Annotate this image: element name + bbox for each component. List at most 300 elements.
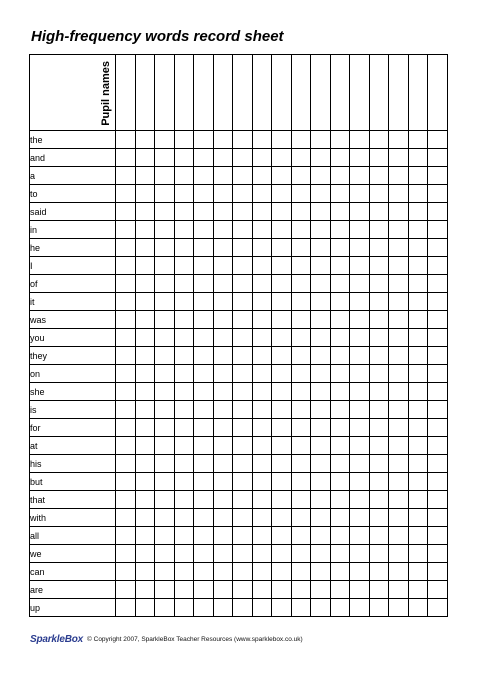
record-cell[interactable] <box>350 419 370 437</box>
record-cell[interactable] <box>350 365 370 383</box>
record-cell[interactable] <box>408 329 428 347</box>
record-cell[interactable] <box>252 545 272 563</box>
record-cell[interactable] <box>330 257 350 275</box>
record-cell[interactable] <box>194 419 214 437</box>
record-cell[interactable] <box>408 473 428 491</box>
record-cell[interactable] <box>116 293 136 311</box>
record-cell[interactable] <box>350 329 370 347</box>
record-cell[interactable] <box>174 311 194 329</box>
record-cell[interactable] <box>213 239 233 257</box>
record-cell[interactable] <box>330 527 350 545</box>
record-cell[interactable] <box>213 473 233 491</box>
record-cell[interactable] <box>155 203 175 221</box>
record-cell[interactable] <box>252 131 272 149</box>
record-cell[interactable] <box>116 275 136 293</box>
record-cell[interactable] <box>135 383 155 401</box>
record-cell[interactable] <box>291 563 311 581</box>
record-cell[interactable] <box>116 509 136 527</box>
record-cell[interactable] <box>135 221 155 239</box>
record-cell[interactable] <box>233 293 253 311</box>
record-cell[interactable] <box>291 509 311 527</box>
record-cell[interactable] <box>155 293 175 311</box>
record-cell[interactable] <box>116 365 136 383</box>
record-cell[interactable] <box>330 275 350 293</box>
pupil-name-cell[interactable] <box>194 55 214 131</box>
record-cell[interactable] <box>155 149 175 167</box>
record-cell[interactable] <box>213 527 233 545</box>
record-cell[interactable] <box>155 347 175 365</box>
record-cell[interactable] <box>408 509 428 527</box>
record-cell[interactable] <box>272 581 292 599</box>
record-cell[interactable] <box>213 365 233 383</box>
record-cell[interactable] <box>116 563 136 581</box>
record-cell[interactable] <box>194 149 214 167</box>
record-cell[interactable] <box>194 473 214 491</box>
record-cell[interactable] <box>174 167 194 185</box>
record-cell[interactable] <box>408 149 428 167</box>
record-cell[interactable] <box>155 581 175 599</box>
record-cell[interactable] <box>213 293 233 311</box>
record-cell[interactable] <box>428 347 448 365</box>
record-cell[interactable] <box>233 581 253 599</box>
record-cell[interactable] <box>311 599 331 617</box>
record-cell[interactable] <box>291 455 311 473</box>
record-cell[interactable] <box>389 239 409 257</box>
record-cell[interactable] <box>330 563 350 581</box>
record-cell[interactable] <box>428 365 448 383</box>
record-cell[interactable] <box>311 365 331 383</box>
record-cell[interactable] <box>350 383 370 401</box>
record-cell[interactable] <box>389 149 409 167</box>
pupil-name-cell[interactable] <box>233 55 253 131</box>
pupil-name-cell[interactable] <box>155 55 175 131</box>
record-cell[interactable] <box>116 455 136 473</box>
record-cell[interactable] <box>252 527 272 545</box>
record-cell[interactable] <box>213 545 233 563</box>
record-cell[interactable] <box>194 491 214 509</box>
record-cell[interactable] <box>174 401 194 419</box>
record-cell[interactable] <box>291 365 311 383</box>
pupil-name-cell[interactable] <box>389 55 409 131</box>
record-cell[interactable] <box>350 491 370 509</box>
record-cell[interactable] <box>389 419 409 437</box>
record-cell[interactable] <box>194 437 214 455</box>
record-cell[interactable] <box>369 311 389 329</box>
record-cell[interactable] <box>116 185 136 203</box>
record-cell[interactable] <box>389 455 409 473</box>
record-cell[interactable] <box>252 347 272 365</box>
record-cell[interactable] <box>389 311 409 329</box>
record-cell[interactable] <box>116 203 136 221</box>
record-cell[interactable] <box>311 527 331 545</box>
record-cell[interactable] <box>213 383 233 401</box>
record-cell[interactable] <box>174 383 194 401</box>
record-cell[interactable] <box>389 599 409 617</box>
record-cell[interactable] <box>194 311 214 329</box>
record-cell[interactable] <box>233 599 253 617</box>
record-cell[interactable] <box>174 329 194 347</box>
record-cell[interactable] <box>213 167 233 185</box>
record-cell[interactable] <box>252 221 272 239</box>
record-cell[interactable] <box>428 185 448 203</box>
pupil-name-cell[interactable] <box>174 55 194 131</box>
record-cell[interactable] <box>252 581 272 599</box>
record-cell[interactable] <box>428 473 448 491</box>
record-cell[interactable] <box>408 527 428 545</box>
record-cell[interactable] <box>194 329 214 347</box>
record-cell[interactable] <box>233 185 253 203</box>
record-cell[interactable] <box>291 311 311 329</box>
record-cell[interactable] <box>311 563 331 581</box>
record-cell[interactable] <box>135 167 155 185</box>
record-cell[interactable] <box>369 221 389 239</box>
record-cell[interactable] <box>311 221 331 239</box>
record-cell[interactable] <box>428 203 448 221</box>
record-cell[interactable] <box>252 239 272 257</box>
record-cell[interactable] <box>428 311 448 329</box>
record-cell[interactable] <box>369 437 389 455</box>
record-cell[interactable] <box>350 257 370 275</box>
record-cell[interactable] <box>330 311 350 329</box>
record-cell[interactable] <box>135 455 155 473</box>
record-cell[interactable] <box>233 419 253 437</box>
record-cell[interactable] <box>213 203 233 221</box>
record-cell[interactable] <box>408 347 428 365</box>
record-cell[interactable] <box>389 509 409 527</box>
record-cell[interactable] <box>233 329 253 347</box>
record-cell[interactable] <box>233 527 253 545</box>
record-cell[interactable] <box>135 401 155 419</box>
record-cell[interactable] <box>135 257 155 275</box>
record-cell[interactable] <box>389 131 409 149</box>
record-cell[interactable] <box>369 185 389 203</box>
record-cell[interactable] <box>350 455 370 473</box>
record-cell[interactable] <box>389 383 409 401</box>
record-cell[interactable] <box>194 275 214 293</box>
record-cell[interactable] <box>330 149 350 167</box>
record-cell[interactable] <box>233 347 253 365</box>
record-cell[interactable] <box>194 167 214 185</box>
record-cell[interactable] <box>291 491 311 509</box>
record-cell[interactable] <box>408 221 428 239</box>
record-cell[interactable] <box>135 563 155 581</box>
record-cell[interactable] <box>369 599 389 617</box>
record-cell[interactable] <box>213 419 233 437</box>
record-cell[interactable] <box>428 545 448 563</box>
record-cell[interactable] <box>272 149 292 167</box>
record-cell[interactable] <box>311 401 331 419</box>
record-cell[interactable] <box>213 185 233 203</box>
record-cell[interactable] <box>233 509 253 527</box>
record-cell[interactable] <box>408 545 428 563</box>
record-cell[interactable] <box>369 131 389 149</box>
record-cell[interactable] <box>155 563 175 581</box>
record-cell[interactable] <box>291 419 311 437</box>
record-cell[interactable] <box>369 581 389 599</box>
pupil-name-cell[interactable] <box>311 55 331 131</box>
record-cell[interactable] <box>330 437 350 455</box>
record-cell[interactable] <box>389 203 409 221</box>
record-cell[interactable] <box>116 329 136 347</box>
record-cell[interactable] <box>350 581 370 599</box>
record-cell[interactable] <box>428 293 448 311</box>
record-cell[interactable] <box>233 167 253 185</box>
record-cell[interactable] <box>252 203 272 221</box>
record-cell[interactable] <box>213 563 233 581</box>
record-cell[interactable] <box>135 473 155 491</box>
record-cell[interactable] <box>272 221 292 239</box>
record-cell[interactable] <box>233 473 253 491</box>
record-cell[interactable] <box>272 473 292 491</box>
record-cell[interactable] <box>174 437 194 455</box>
record-cell[interactable] <box>291 149 311 167</box>
record-cell[interactable] <box>389 275 409 293</box>
record-cell[interactable] <box>311 257 331 275</box>
record-cell[interactable] <box>213 581 233 599</box>
record-cell[interactable] <box>330 581 350 599</box>
record-cell[interactable] <box>194 455 214 473</box>
record-cell[interactable] <box>233 203 253 221</box>
record-cell[interactable] <box>272 509 292 527</box>
record-cell[interactable] <box>116 437 136 455</box>
record-cell[interactable] <box>174 563 194 581</box>
record-cell[interactable] <box>174 221 194 239</box>
record-cell[interactable] <box>135 311 155 329</box>
record-cell[interactable] <box>135 599 155 617</box>
record-cell[interactable] <box>155 131 175 149</box>
record-cell[interactable] <box>408 365 428 383</box>
record-cell[interactable] <box>330 455 350 473</box>
record-cell[interactable] <box>291 167 311 185</box>
record-cell[interactable] <box>252 473 272 491</box>
record-cell[interactable] <box>233 383 253 401</box>
record-cell[interactable] <box>116 239 136 257</box>
record-cell[interactable] <box>194 545 214 563</box>
record-cell[interactable] <box>213 311 233 329</box>
record-cell[interactable] <box>252 563 272 581</box>
record-cell[interactable] <box>194 257 214 275</box>
record-cell[interactable] <box>272 491 292 509</box>
record-cell[interactable] <box>408 437 428 455</box>
record-cell[interactable] <box>252 401 272 419</box>
record-cell[interactable] <box>116 257 136 275</box>
record-cell[interactable] <box>213 455 233 473</box>
record-cell[interactable] <box>155 185 175 203</box>
record-cell[interactable] <box>350 149 370 167</box>
record-cell[interactable] <box>272 401 292 419</box>
record-cell[interactable] <box>155 509 175 527</box>
record-cell[interactable] <box>116 545 136 563</box>
record-cell[interactable] <box>252 437 272 455</box>
record-cell[interactable] <box>408 167 428 185</box>
record-cell[interactable] <box>116 581 136 599</box>
record-cell[interactable] <box>252 185 272 203</box>
record-cell[interactable] <box>291 473 311 491</box>
record-cell[interactable] <box>155 383 175 401</box>
record-cell[interactable] <box>350 527 370 545</box>
record-cell[interactable] <box>408 239 428 257</box>
record-cell[interactable] <box>408 311 428 329</box>
record-cell[interactable] <box>330 545 350 563</box>
record-cell[interactable] <box>272 257 292 275</box>
record-cell[interactable] <box>330 293 350 311</box>
record-cell[interactable] <box>135 131 155 149</box>
record-cell[interactable] <box>369 455 389 473</box>
record-cell[interactable] <box>155 401 175 419</box>
record-cell[interactable] <box>350 311 370 329</box>
record-cell[interactable] <box>428 149 448 167</box>
record-cell[interactable] <box>272 329 292 347</box>
record-cell[interactable] <box>408 293 428 311</box>
record-cell[interactable] <box>350 131 370 149</box>
record-cell[interactable] <box>350 293 370 311</box>
record-cell[interactable] <box>311 455 331 473</box>
record-cell[interactable] <box>428 509 448 527</box>
record-cell[interactable] <box>428 599 448 617</box>
record-cell[interactable] <box>135 365 155 383</box>
record-cell[interactable] <box>389 221 409 239</box>
record-cell[interactable] <box>369 239 389 257</box>
record-cell[interactable] <box>369 383 389 401</box>
record-cell[interactable] <box>116 131 136 149</box>
record-cell[interactable] <box>155 437 175 455</box>
record-cell[interactable] <box>350 437 370 455</box>
record-cell[interactable] <box>428 419 448 437</box>
record-cell[interactable] <box>252 275 272 293</box>
record-cell[interactable] <box>369 347 389 365</box>
record-cell[interactable] <box>252 329 272 347</box>
record-cell[interactable] <box>174 131 194 149</box>
record-cell[interactable] <box>428 401 448 419</box>
record-cell[interactable] <box>428 221 448 239</box>
record-cell[interactable] <box>135 581 155 599</box>
record-cell[interactable] <box>155 167 175 185</box>
record-cell[interactable] <box>272 383 292 401</box>
record-cell[interactable] <box>330 509 350 527</box>
record-cell[interactable] <box>135 509 155 527</box>
record-cell[interactable] <box>330 365 350 383</box>
record-cell[interactable] <box>252 509 272 527</box>
record-cell[interactable] <box>155 527 175 545</box>
record-cell[interactable] <box>291 293 311 311</box>
record-cell[interactable] <box>291 545 311 563</box>
record-cell[interactable] <box>389 545 409 563</box>
record-cell[interactable] <box>291 131 311 149</box>
record-cell[interactable] <box>408 581 428 599</box>
record-cell[interactable] <box>233 437 253 455</box>
record-cell[interactable] <box>350 545 370 563</box>
record-cell[interactable] <box>389 473 409 491</box>
pupil-name-cell[interactable] <box>135 55 155 131</box>
record-cell[interactable] <box>311 203 331 221</box>
record-cell[interactable] <box>311 545 331 563</box>
pupil-name-cell[interactable] <box>272 55 292 131</box>
record-cell[interactable] <box>350 167 370 185</box>
pupil-name-cell[interactable] <box>330 55 350 131</box>
record-cell[interactable] <box>428 455 448 473</box>
record-cell[interactable] <box>311 329 331 347</box>
record-cell[interactable] <box>174 239 194 257</box>
record-cell[interactable] <box>272 599 292 617</box>
record-cell[interactable] <box>350 185 370 203</box>
record-cell[interactable] <box>272 293 292 311</box>
record-cell[interactable] <box>311 491 331 509</box>
record-cell[interactable] <box>213 149 233 167</box>
record-cell[interactable] <box>272 239 292 257</box>
record-cell[interactable] <box>174 419 194 437</box>
record-cell[interactable] <box>350 239 370 257</box>
record-cell[interactable] <box>194 563 214 581</box>
record-cell[interactable] <box>135 185 155 203</box>
record-cell[interactable] <box>233 365 253 383</box>
record-cell[interactable] <box>135 329 155 347</box>
record-cell[interactable] <box>155 419 175 437</box>
record-cell[interactable] <box>194 599 214 617</box>
record-cell[interactable] <box>272 419 292 437</box>
record-cell[interactable] <box>174 149 194 167</box>
record-cell[interactable] <box>213 437 233 455</box>
pupil-name-cell[interactable] <box>252 55 272 131</box>
record-cell[interactable] <box>155 221 175 239</box>
pupil-name-cell[interactable] <box>291 55 311 131</box>
record-cell[interactable] <box>330 383 350 401</box>
record-cell[interactable] <box>330 329 350 347</box>
record-cell[interactable] <box>369 419 389 437</box>
record-cell[interactable] <box>213 509 233 527</box>
record-cell[interactable] <box>135 545 155 563</box>
record-cell[interactable] <box>233 257 253 275</box>
record-cell[interactable] <box>311 239 331 257</box>
record-cell[interactable] <box>155 257 175 275</box>
record-cell[interactable] <box>116 401 136 419</box>
record-cell[interactable] <box>408 401 428 419</box>
record-cell[interactable] <box>174 527 194 545</box>
record-cell[interactable] <box>291 401 311 419</box>
record-cell[interactable] <box>389 581 409 599</box>
record-cell[interactable] <box>213 131 233 149</box>
record-cell[interactable] <box>408 455 428 473</box>
record-cell[interactable] <box>252 311 272 329</box>
record-cell[interactable] <box>213 491 233 509</box>
record-cell[interactable] <box>350 563 370 581</box>
record-cell[interactable] <box>428 581 448 599</box>
record-cell[interactable] <box>389 491 409 509</box>
record-cell[interactable] <box>233 491 253 509</box>
record-cell[interactable] <box>389 527 409 545</box>
record-cell[interactable] <box>369 491 389 509</box>
record-cell[interactable] <box>369 275 389 293</box>
record-cell[interactable] <box>272 311 292 329</box>
record-cell[interactable] <box>116 221 136 239</box>
record-cell[interactable] <box>213 599 233 617</box>
record-cell[interactable] <box>194 527 214 545</box>
record-cell[interactable] <box>233 455 253 473</box>
record-cell[interactable] <box>116 419 136 437</box>
pupil-name-cell[interactable] <box>213 55 233 131</box>
record-cell[interactable] <box>428 167 448 185</box>
record-cell[interactable] <box>155 599 175 617</box>
record-cell[interactable] <box>174 599 194 617</box>
record-cell[interactable] <box>174 293 194 311</box>
record-cell[interactable] <box>350 599 370 617</box>
record-cell[interactable] <box>194 239 214 257</box>
record-cell[interactable] <box>330 599 350 617</box>
record-cell[interactable] <box>428 437 448 455</box>
record-cell[interactable] <box>311 149 331 167</box>
record-cell[interactable] <box>291 437 311 455</box>
pupil-name-cell[interactable] <box>408 55 428 131</box>
record-cell[interactable] <box>428 131 448 149</box>
